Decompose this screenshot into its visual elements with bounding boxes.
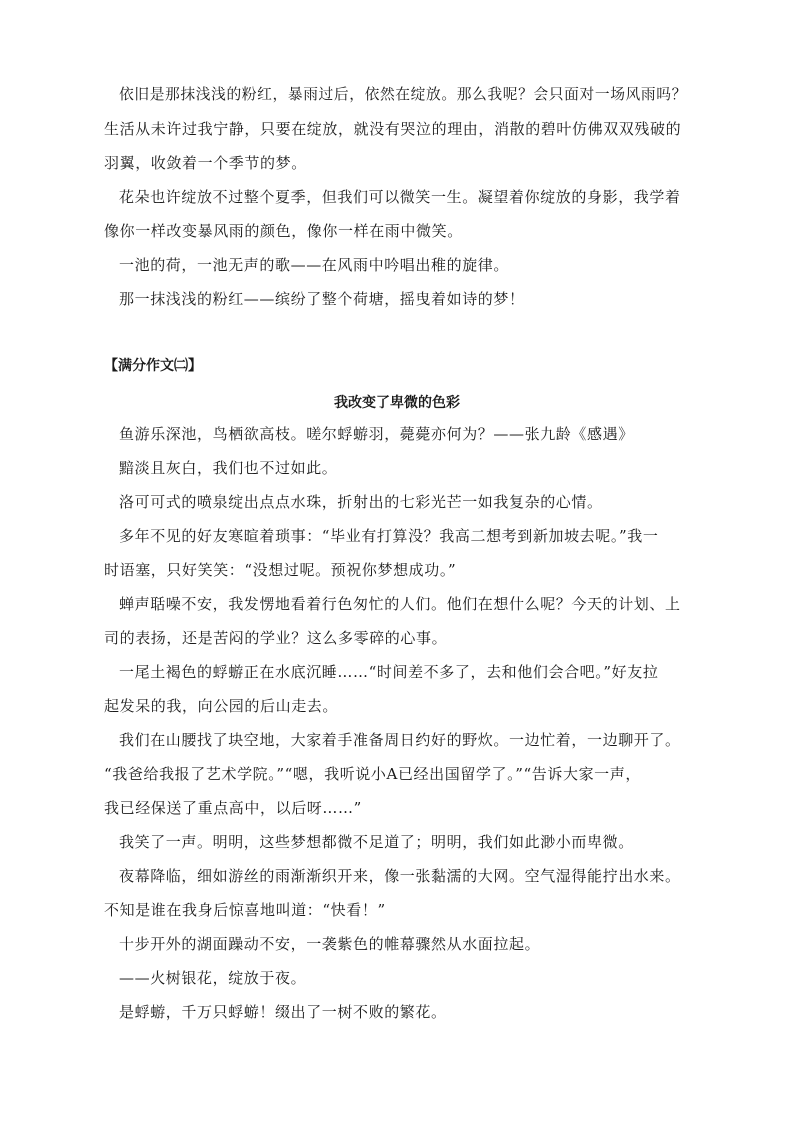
essay2-p10-line1: 十步开外的湖面躁动不安，一袭紫色的帷幕骤然从水面拉起。 bbox=[119, 935, 541, 953]
essay2-p9-line1: 夜幕降临，细如游丝的雨渐渐织开来，像一张黏濡的大网。空气湿得能拧出水来。 bbox=[119, 867, 681, 885]
essay2-p6-line2: 起发呆的我，向公园的后山走去。 bbox=[104, 697, 339, 715]
essay2-p9-line2: 不知是谁在我身后惊喜地叫道：“快看！” bbox=[104, 901, 386, 919]
essay1-p1-line3: 羽翼，收敛着一个季节的梦。 bbox=[104, 154, 307, 172]
essay2-p6-line1: 一尾土褐色的蜉蝣正在水底沉睡……“时间差不多了，去和他们会合吧。”好友拉 bbox=[119, 663, 659, 681]
essay2-p12-line1: 是蜉蝣，千万只蜉蝣！缀出了一树不败的繁花。 bbox=[119, 1003, 447, 1021]
essay1-p2-line1: 花朵也许绽放不过整个夏季，但我们可以微笑一生。凝望着你绽放的身影，我学着 bbox=[119, 188, 681, 206]
essay2-p2-line1: 黯淡且灰白，我们也不过如此。 bbox=[119, 459, 338, 477]
essay2-p5-line1: 蝉声聒噪不安，我发愣地看着行色匆忙的人们。他们在想什么呢？今天的计划、上 bbox=[119, 595, 681, 613]
section-heading: 【满分作文㈡】 bbox=[104, 358, 202, 374]
essay1-p1-line1: 依旧是那抹浅浅的粉红，暴雨过后，依然在绽放。那么我呢？会只面对一场风雨吗？ bbox=[119, 86, 687, 103]
essay1-p4-line1: 那一抹浅浅的粉红——缤纷了整个荷塘，摇曳着如诗的梦！ bbox=[119, 290, 525, 308]
essay1-p1-line2: 生活从未许过我宁静，只要在绽放，就没有哭泣的理由，消散的碧叶仿佛双双残破的 bbox=[104, 120, 682, 138]
essay1-p2-line2: 像你一样改变暴风雨的颜色，像你一样在雨中微笑。 bbox=[104, 222, 463, 240]
essay-title: 我改变了卑微的色彩 bbox=[334, 395, 460, 411]
essay1-p3-line1: 一池的荷，一池无声的歌——在风雨中吟唱出稚的旋律。 bbox=[119, 256, 510, 274]
essay2-p1-line1: 鱼游乐深池，鸟栖欲高枝。嗟尔蜉蝣羽，薨薨亦何为？——张九龄《感遇》 bbox=[119, 425, 634, 443]
essay2-p7-line3: 我已经保送了重点高中，以后呀……” bbox=[104, 799, 362, 817]
essay2-p8-line1: 我笑了一声。明明，这些梦想都微不足道了；明明，我们如此渺小而卑微。 bbox=[119, 833, 634, 851]
essay2-p7-line2: “我爸给我报了艺术学院。”“嗯，我听说小A已经出国留学了。”“告诉大家一声， bbox=[104, 765, 641, 783]
essay2-p4-line1: 多年不见的好友寒暄着琐事：“毕业有打算没？我高二想考到新加坡去呢。”我一 bbox=[119, 527, 659, 545]
essay2-p3-line1: 洛可可式的喷泉绽出点点水珠，折射出的七彩光芒一如我复杂的心情。 bbox=[119, 493, 603, 511]
essay2-p11-line1: ——火树银花，绽放于夜。 bbox=[119, 969, 307, 987]
essay2-p5-line2: 司的表扬，还是苦闷的学业？这么多零碎的心事。 bbox=[104, 629, 448, 647]
essay2-p4-line2: 时语塞，只好笑笑：“没想过呢。预祝你梦想成功。” bbox=[104, 561, 457, 579]
essay2-p7-line1: 我们在山腰找了块空地，大家着手准备周日约好的野炊。一边忙着，一边聊开了。 bbox=[119, 731, 681, 749]
